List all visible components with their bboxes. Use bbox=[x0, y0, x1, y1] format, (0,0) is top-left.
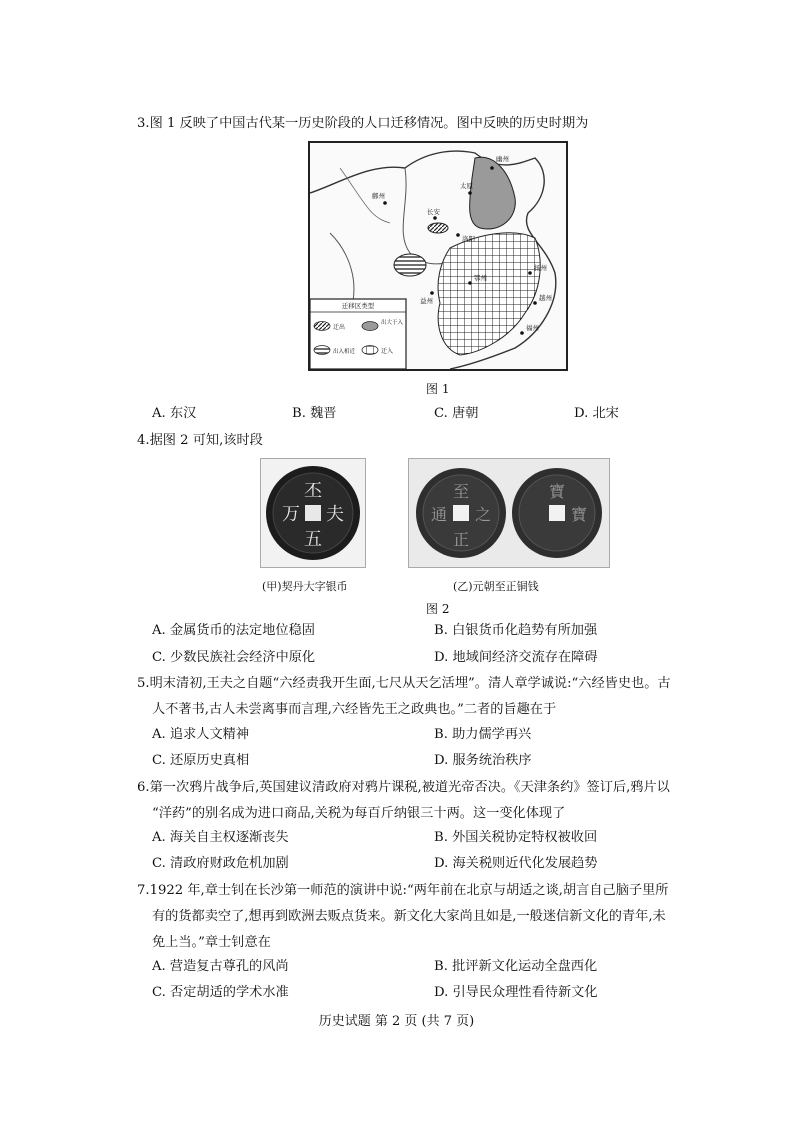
q7-option-c[interactable]: C. 否定胡适的学术水准 bbox=[152, 985, 289, 1000]
q6-stem-line-2: “洋药”的别名成为进口商品,关税为每百斤纳银三十两。这一变化体现了 bbox=[152, 806, 566, 821]
legend-label-out: 迁出 bbox=[333, 324, 346, 331]
page-footer: 历史试题 第 2 页 (共 7 页) bbox=[318, 1014, 475, 1029]
coin-a-graphic bbox=[261, 459, 365, 567]
map-label-fuzhou-coast: 福州 bbox=[526, 324, 539, 332]
q5-option-a[interactable]: A. 追求人文精神 bbox=[152, 727, 250, 742]
svg-text:丕: 丕 bbox=[304, 481, 322, 502]
khitan-silver-coin-image bbox=[260, 458, 366, 568]
legend-label-balanced: 出入相近 bbox=[333, 349, 356, 355]
legend-swatch-in bbox=[362, 346, 378, 355]
population-migration-map bbox=[308, 141, 568, 371]
q7-option-b[interactable]: B. 批评新文化运动全盘西化 bbox=[434, 959, 598, 974]
svg-text:夫: 夫 bbox=[326, 504, 344, 525]
coin-b-graphic bbox=[409, 459, 609, 567]
q7-stem-line-2: 有的货都卖空了,想再到欧洲去贩点货来。新文化大家尚且如是,一般迷信新文化的青年,未 bbox=[152, 909, 666, 924]
q6-option-c[interactable]: C. 清政府财政危机加剧 bbox=[152, 856, 289, 871]
q5-stem-line-2: 人不著书,古人未尝离事而言理,六经皆先王之政典也。”二者的旨趣在于 bbox=[152, 702, 557, 717]
q3-option-c[interactable]: C. 唐朝 bbox=[434, 406, 479, 421]
map-label-fuzhou: 鄜州 bbox=[372, 192, 385, 200]
map-label-taiyuan: 太原 bbox=[460, 182, 473, 190]
q4-option-d[interactable]: D. 地域间经济交流存在障碍 bbox=[434, 650, 598, 665]
q5-stem-line-1: 5.明末清初,王夫之自题“六经责我开生面,七尺从天乞活埋”。清人章学诚说:“六经皆史也。古 bbox=[137, 676, 671, 691]
map-legend bbox=[310, 299, 406, 369]
q5-option-d[interactable]: D. 服务统治秩序 bbox=[434, 753, 532, 768]
q4-option-b[interactable]: B. 白银货币化趋势有所加强 bbox=[434, 623, 598, 638]
q4-stem: 4.据图 2 可知,该时段 bbox=[137, 433, 263, 448]
q7-stem-line-1: 7.1922 年,章士钊在长沙第一师范的演讲中说:“两年前在北京与胡适之谈,胡言自己脑子里所 bbox=[137, 883, 669, 898]
q5-option-b[interactable]: B. 助力儒学再兴 bbox=[434, 727, 532, 742]
q6-option-a[interactable]: A. 海关自主权逐渐丧失 bbox=[152, 830, 289, 845]
svg-text:至: 至 bbox=[452, 482, 470, 501]
q3-option-a[interactable]: A. 东汉 bbox=[152, 406, 197, 421]
svg-text:之: 之 bbox=[474, 505, 492, 524]
legend-title: 迁移区类型 bbox=[341, 302, 375, 310]
q7-option-d[interactable]: D. 引导民众理性看待新文化 bbox=[434, 985, 598, 1000]
q3-option-b[interactable]: B. 魏晋 bbox=[292, 406, 337, 421]
q3-stem: 3.图 1 反映了中国古代某一历史阶段的人口迁移情况。图中反映的历史时期为 bbox=[137, 116, 589, 131]
figure-1-caption: 图 1 bbox=[426, 382, 450, 396]
map-label-yangzhou: 扬州 bbox=[534, 264, 547, 272]
yuan-copper-coins-image bbox=[408, 458, 610, 568]
legend-swatch-out-more bbox=[362, 322, 378, 331]
q4-option-c[interactable]: C. 少数民族社会经济中原化 bbox=[152, 650, 316, 665]
figure-2-caption: 图 2 bbox=[426, 602, 450, 616]
map-label-yuezhou: 越州 bbox=[539, 294, 552, 302]
map-label-youzhou: 幽州 bbox=[496, 155, 509, 163]
map-label-luoyang: 洛阳 bbox=[462, 235, 475, 243]
legend-swatch-out bbox=[314, 322, 330, 331]
q6-option-b[interactable]: B. 外国关税协定特权被收回 bbox=[434, 830, 598, 845]
svg-text:寶: 寶 bbox=[570, 505, 588, 524]
coin-a-caption: (甲)契丹大字银币 bbox=[262, 580, 348, 593]
svg-text:正: 正 bbox=[452, 530, 470, 549]
q7-stem-line-3: 免上当。”章士钊意在 bbox=[152, 935, 271, 950]
map-label-yizhou: 益州 bbox=[420, 297, 433, 305]
coin-b-caption: (乙)元朝至正铜钱 bbox=[453, 580, 539, 593]
map-label-ezhou: 鄂州 bbox=[474, 274, 487, 282]
q6-stem-line-1: 6.第一次鸦片战争后,英国建议清政府对鸦片课税,被道光帝否决。《天津条约》签订后,鸦片以 bbox=[137, 780, 670, 795]
legend-swatch-balanced bbox=[314, 346, 330, 355]
q3-option-d[interactable]: D. 北宋 bbox=[574, 406, 619, 421]
q4-option-a[interactable]: A. 金属货币的法定地位稳固 bbox=[152, 623, 315, 638]
legend-label-out-more: 出大于入 bbox=[381, 320, 404, 326]
svg-text:寶: 寶 bbox=[548, 482, 566, 501]
q7-option-a[interactable]: A. 营造复古尊孔的风尚 bbox=[152, 959, 289, 974]
map-graphic bbox=[310, 143, 566, 369]
map-label-changan: 长安 bbox=[427, 208, 440, 216]
svg-text:万: 万 bbox=[282, 504, 300, 525]
svg-text:通: 通 bbox=[430, 505, 448, 524]
q5-option-c[interactable]: C. 还原历史真相 bbox=[152, 753, 250, 768]
legend-label-in: 迁入 bbox=[381, 348, 394, 355]
svg-text:五: 五 bbox=[304, 529, 322, 550]
q6-option-d[interactable]: D. 海关税则近代化发展趋势 bbox=[434, 856, 598, 871]
